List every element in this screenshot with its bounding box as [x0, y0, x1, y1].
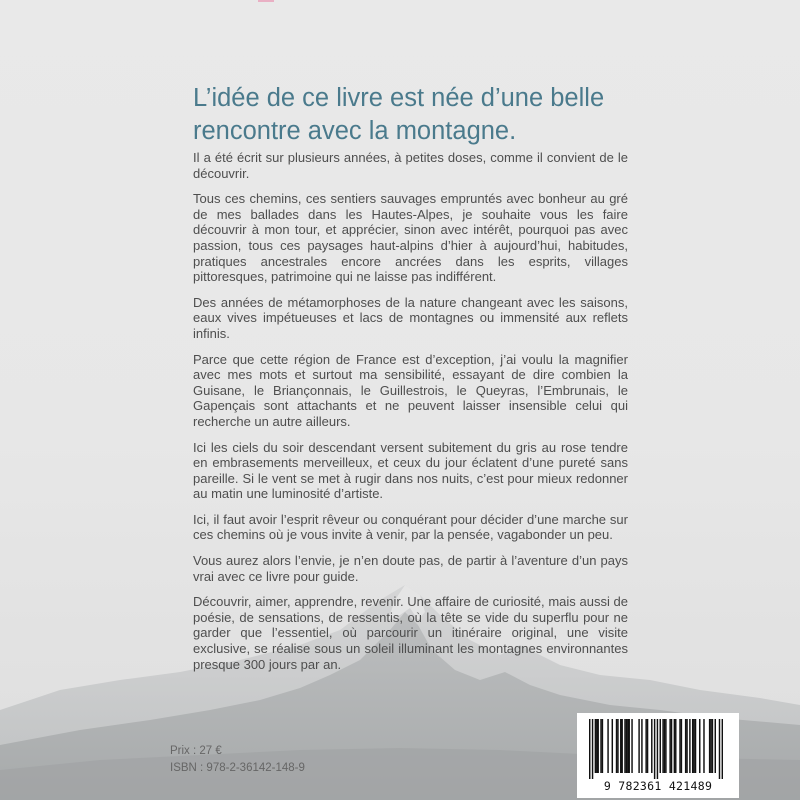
- blurb-paragraph: Vous aurez alors l’envie, je n’en doute pas, de partir à l’aventure d’un pays vrai avec ce livre pour guide.: [193, 553, 628, 584]
- barcode-bars: [589, 719, 723, 779]
- barcode-bar: [662, 719, 663, 773]
- price-label: Prix : 27 €: [170, 745, 222, 757]
- barcode-bar: [620, 719, 621, 773]
- blurb-paragraph: Il a été écrit sur plusieurs années, à petites doses, comme il convient de le découvrir.: [193, 150, 628, 181]
- barcode-bar: [621, 719, 622, 773]
- barcode-bar: [641, 719, 642, 773]
- isbn-label: ISBN : 978-2-36142-148-9: [170, 762, 305, 774]
- barcode-bar: [645, 719, 646, 773]
- barcode-bar: [710, 719, 711, 773]
- barcode-bar: [592, 719, 593, 779]
- barcode-bar: [689, 719, 690, 773]
- barcode-bar: [665, 719, 666, 773]
- barcode: [577, 713, 739, 798]
- barcode-bar: [624, 719, 625, 773]
- barcode-bar: [675, 719, 676, 773]
- barcode-bar: [628, 719, 629, 773]
- barcode-bar: [709, 719, 710, 773]
- barcode-bar: [669, 719, 670, 773]
- barcode-bar: [647, 719, 648, 773]
- blurb-paragraph: Découvrir, aimer, apprendre, revenir. Une affaire de curiosité, mais aussi de poésie, de sensations, de ressentis, où la tête se vide du superflu pour ne garder que l’essentiel, où parcourir un itinéraire original, une visite exclusive, se réalise sous un soleil illuminant les montagnes environnantes presque 300 jours par an.: [193, 594, 628, 672]
- blurb-paragraph: Des années de métamorphoses de la nature changeant avec les saisons, eaux vives impétueuses et lacs de montagnes ou immensité aux reflets infinis.: [193, 294, 628, 341]
- blurb-paragraph: Ici les ciels du soir descendant versent subitement du gris au rose tendre en embrasements merveilleux, et ceux du jour éclatent d’une pureté sans pareille. Si le vent se met à rugir dans nos nuits, c’est pour mieux redonner au matin une luminosité d’artiste.: [193, 439, 628, 502]
- barcode-bar: [595, 719, 596, 773]
- barcode-bar: [671, 719, 672, 773]
- barcode-bar: [627, 719, 628, 773]
- barcode-bar: [712, 719, 713, 773]
- barcode-bar: [617, 719, 618, 773]
- heading-line-2: rencontre avec la montagne.: [193, 117, 517, 145]
- barcode-bar: [638, 719, 639, 773]
- barcode-bar: [693, 719, 694, 773]
- barcode-digits: 9 782361 421489: [603, 779, 713, 793]
- barcode-bar: [660, 719, 661, 773]
- barcode-bar: [681, 719, 682, 773]
- barcode-bar: [685, 719, 686, 773]
- barcode-bar: [674, 719, 675, 773]
- blurb-text: [193, 150, 628, 682]
- barcode-bar: [679, 719, 680, 773]
- barcode-bar: [722, 719, 723, 779]
- barcode-bar: [612, 719, 613, 773]
- barcode-bar: [686, 719, 687, 773]
- barcode-bar: [597, 719, 598, 773]
- barcode-bar: [600, 719, 601, 773]
- barcode-bar: [657, 719, 658, 779]
- barcode-bar: [596, 719, 597, 773]
- barcode-bar: [719, 719, 720, 779]
- barcode-bar: [616, 719, 617, 773]
- barcode-bar: [589, 719, 590, 779]
- blurb-paragraph: Ici, il faut avoir l’esprit rêveur ou conquérant pour décider d’une marche sur ces chemins où je vous invite à venir, par la pensée, vagabonder un peu.: [193, 511, 628, 543]
- blurb-paragraph: Tous ces chemins, ces sentiers sauvages empruntés avec bonheur au gré de mes ballades dans les Hautes-Alpes, je souhaite vous les faire découvrir à mon tour, et apprécier, sinon avec intérêt, pourquoi pas avec passion, tous ces paysages haut-alpins d’hier à aujourd’hui, habitudes, pratiques ancestrales encore ancrées dans les esprits, villages pittoresques, patrimoine qui ne laisse pas indifférent.: [193, 191, 628, 285]
- barcode-bar: [626, 719, 627, 773]
- barcode-bar: [654, 719, 655, 779]
- cover-heading: [193, 82, 633, 148]
- barcode-bar: [695, 719, 696, 773]
- barcode-bar: [651, 719, 652, 773]
- barcode-bar: [607, 719, 608, 773]
- barcode-bar: [703, 719, 704, 773]
- barcode-bar: [692, 719, 693, 773]
- top-edge-mark: [258, 0, 274, 2]
- barcode-bar: [664, 719, 665, 773]
- heading-line-1: L’idée de ce livre est née d’une belle: [193, 84, 605, 112]
- blurb-paragraph: Parce que cette région de France est d’exception, j’ai voulu la magnifier avec mes mots et surtout ma sensibilité, essayant de dire combien la Guisane, le Briançonnais, le Guillestrois, le Queyras, l’Embrunais, le Gapençais sont attachants et ne peuvent laisser insensible celui qui recherche un autre ailleurs.: [193, 351, 628, 429]
- barcode-bar: [602, 719, 603, 773]
- barcode-bar: [631, 719, 632, 773]
- barcode-bar: [715, 719, 716, 773]
- barcode-bar: [699, 719, 700, 773]
